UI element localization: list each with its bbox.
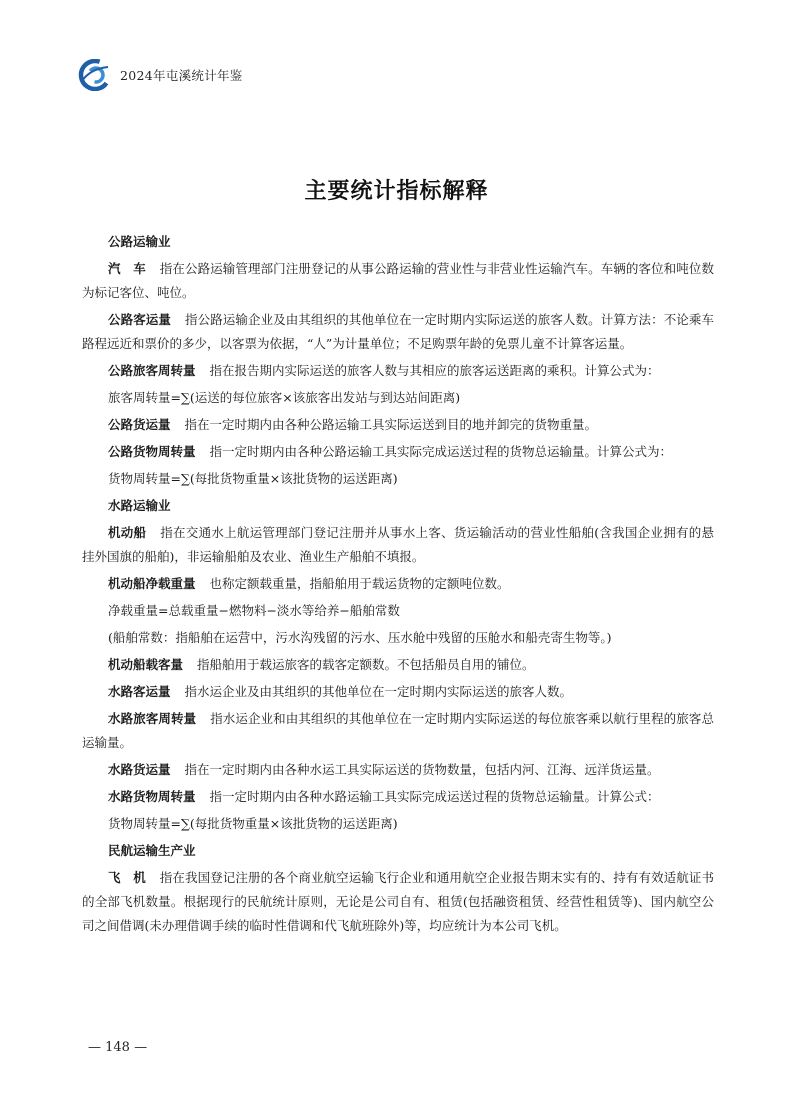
term-label: 水路货运量 [108,762,171,777]
definition-paragraph [82,308,714,356]
term-definition: 指在我国登记注册的各个商业航空运输飞行企业和通用航空企业报告期末实有的、持有有效适航证书的全部飞机数量。根据现行的民航统计原则，无论是公司自有、租赁(包括融资租赁、经营性租赁等)、国内航空公司之间借调(未办理借调手续的临时性借调和代飞航班除外)等，均应统计为本公司飞机。 [82,870,714,933]
term-definition: 指一定时期内由各种公路运输工具实际完成运送过程的货物总运输量。计算公式为： [209,444,673,459]
definition-paragraph [82,680,714,704]
formula-text: 旅客周转量=∑(运送的每位旅客×该旅客出发站与到达站间距离) [108,390,461,405]
definition-paragraph [82,653,714,677]
term-definition: 指公路运输企业及由其组织的其他单位在一定时期内实际运送的旅客人数。计算方法：不论乘车路程远近和票价的多少，以客票为依据，“人”为计量单位；不足购票年龄的免票儿童不计算客运量。 [82,312,714,351]
definition-paragraph [82,758,714,782]
definition-paragraph [82,359,714,383]
running-header [78,58,243,92]
term-definition: 指船舶用于载运旅客的载客定额数。不包括船员自用的铺位。 [197,657,535,672]
definition-paragraph [82,440,714,464]
term-label: 公路货物周转量 [108,444,196,459]
term-label: 机动船净载重量 [108,576,196,591]
term-label: 机动船 [108,525,147,540]
definition-paragraph [82,785,714,809]
term-label: 水路客运量 [108,684,171,699]
term-definition: 指一定时期内由各种水路运输工具实际完成运送过程的货物总运输量。计算公式： [209,789,660,804]
term-definition: 指水运企业和由其组织的其他单位在一定时期内实际运送的每位旅客乘以航行里程的旅客总运输量。 [82,711,714,750]
definition-paragraph [82,413,714,437]
content-body [82,230,714,941]
definition-paragraph [82,707,714,755]
yearbook-logo-icon [78,59,114,91]
definition-paragraph [82,521,714,569]
term-label: 机动船载客量 [108,657,184,672]
term-definition: 指水运企业及由其组织的其他单位在一定时期内实际运送的旅客人数。 [184,684,573,699]
term-definition: 也称定额载重量，指船舶用于载运货物的定额吨位数。 [209,576,510,591]
term-label: 汽 车 [108,261,146,276]
term-label: 飞 机 [108,870,146,885]
term-definition: 指在报告期内实际运送的旅客人数与其相应的旅客运送距离的乘积。计算公式为： [209,363,660,378]
section-heading: 水路运输业 [108,498,171,513]
section-heading: 公路运输业 [108,234,171,249]
section-heading: 民航运输生产业 [108,843,196,858]
term-label: 公路客运量 [108,312,171,327]
term-label: 水路旅客周转量 [108,711,197,726]
page-number: — 148 — [88,1040,148,1055]
term-definition: 指在交通水上航运管理部门登记注册并从事水上客、货运输活动的营业性船舶(含我国企业拥有的悬挂外国旗的船舶)，非运输船舶及农业、渔业生产船舶不填报。 [82,525,714,564]
term-label: 水路货物周转量 [108,789,196,804]
formula-text: 货物周转量=∑(每批货物重量×该批货物的运送距离) [108,816,398,831]
running-header-title: 2024年屯溪统计年鉴 [120,68,243,83]
term-definition: 指在一定时期内由各种水运工具实际运送的货物数量，包括内河、江海、远洋货运量。 [184,762,660,777]
term-definition: 指在一定时期内由各种公路运输工具实际运送到目的地并卸完的货物重量。 [184,417,598,432]
formula-text: 净载重量=总载重量−燃物料−淡水等给养−船舶常数 [108,603,400,618]
definition-paragraph [82,572,714,596]
formula-text: (船舶常数：指船舶在运营中，污水沟残留的污水、压水舱中残留的压舱水和船壳寄生物等。) [108,630,612,645]
definition-paragraph [82,257,714,305]
page-title: 主要统计指标解释 [304,179,489,204]
formula-text: 货物周转量=∑(每批货物重量×该批货物的运送距离) [108,471,398,486]
term-definition: 指在公路运输管理部门注册登记的从事公路运输的营业性与非营业性运输汽车。车辆的客位和吨位数为标记客位、吨位。 [82,261,714,300]
term-label: 公路旅客周转量 [108,363,196,378]
definition-paragraph [82,866,714,938]
term-label: 公路货运量 [108,417,171,432]
